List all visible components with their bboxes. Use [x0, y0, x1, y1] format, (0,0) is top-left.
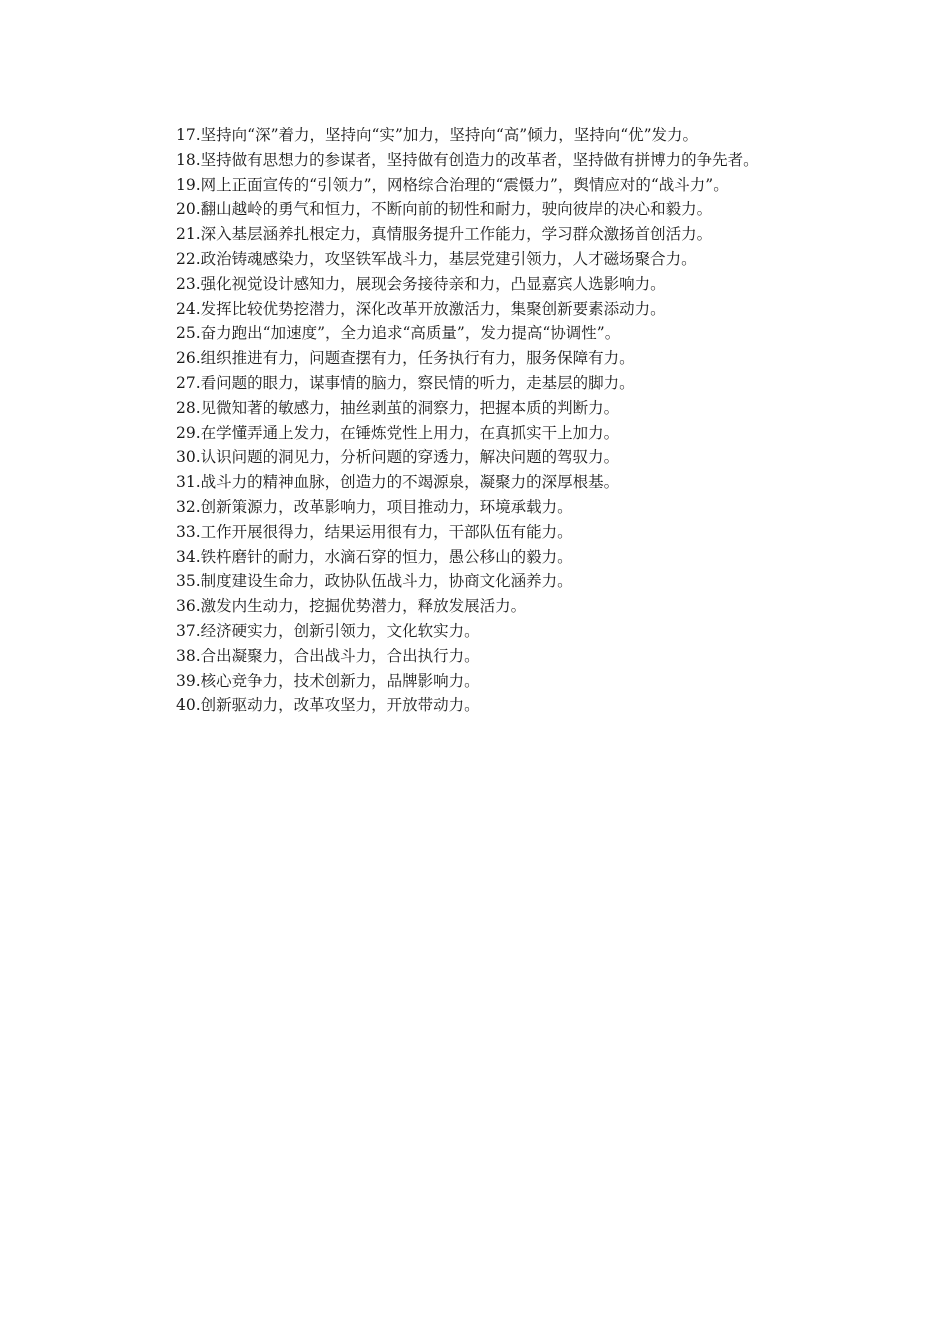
list-item: 24.发挥比较优势挖潜力，深化改革开放激活力，集聚创新要素添动力。: [176, 299, 666, 318]
list-item: 26.组织推进有力，问题查摆有力，任务执行有力，服务保障有力。: [176, 349, 635, 368]
list-item: 29.在学懂弄通上发力，在锤炼党性上用力，在真抓实干上加力。: [176, 423, 620, 442]
list-item: 38.合出凝聚力，合出战斗力，合出执行力。: [176, 646, 480, 665]
list-item: 34.铁杵磨针的耐力，水滴石穿的恒力，愚公移山的毅力。: [176, 547, 573, 566]
list-item: 27.看问题的眼力，谋事情的脑力，察民情的听力，走基层的脚力。: [176, 373, 635, 392]
list-item: 36.激发内生动力，挖掘优势潜力，释放发展活力。: [176, 597, 527, 616]
list-item: 20.翻山越岭的勇气和恒力，不断向前的韧性和耐力，驶向彼岸的决心和毅力。: [176, 200, 713, 219]
list-item: 31.战斗力的精神血脉，创造力的不竭源泉，凝聚力的深厚根基。: [176, 473, 620, 492]
list-item: 21.深入基层涵养扎根定力，真情服务提升工作能力，学习群众激扬首创活力。: [176, 225, 713, 244]
list-item: 32.创新策源力，改革影响力，项目推动力，环境承载力。: [176, 497, 573, 516]
list-item: 17.坚持向“深”着力，坚持向“实”加力，坚持向“高”倾力，坚持向“优”发力。: [176, 126, 699, 144]
list-item: 19.网上正面宣传的“引领力”，网格综合治理的“震慑力”，舆情应对的“战斗力”。: [176, 175, 729, 194]
item-list: [144, 123, 824, 718]
list-item: 39.核心竞争力，技术创新力，品牌影响力。: [176, 671, 480, 690]
list-item: 23.强化视觉设计感知力，展现会务接待亲和力，凸显嘉宾人选影响力。: [176, 274, 666, 293]
list-item: 18.坚持做有思想力的参谋者，坚持做有创造力的改革者，坚持做有拼博力的争先者。: [176, 150, 759, 169]
list-item: 35.制度建设生命力，政协队伍战斗力，协商文化涵养力。: [176, 572, 573, 591]
list-item: 25.奋力跑出“加速度”，全力追求“高质量”，发力提高“协调性”。: [176, 324, 621, 343]
list-item: 33.工作开展很得力，结果运用很有力，干部队伍有能力。: [176, 522, 573, 541]
list-item: 40.创新驱动力，改革攻坚力，开放带动力。: [176, 696, 480, 715]
list-item: 28.见微知著的敏感力，抽丝剥茧的洞察力，把握本质的判断力。: [176, 398, 620, 417]
list-item: 22.政治铸魂感染力，攻坚铁军战斗力，基层党建引领力，人才磁场聚合力。: [176, 249, 697, 268]
list-item: 30.认识问题的洞见力，分析问题的穿透力，解决问题的驾驭力。: [176, 448, 620, 467]
list-item: 37.经济硬实力，创新引领力，文化软实力。: [176, 621, 480, 640]
